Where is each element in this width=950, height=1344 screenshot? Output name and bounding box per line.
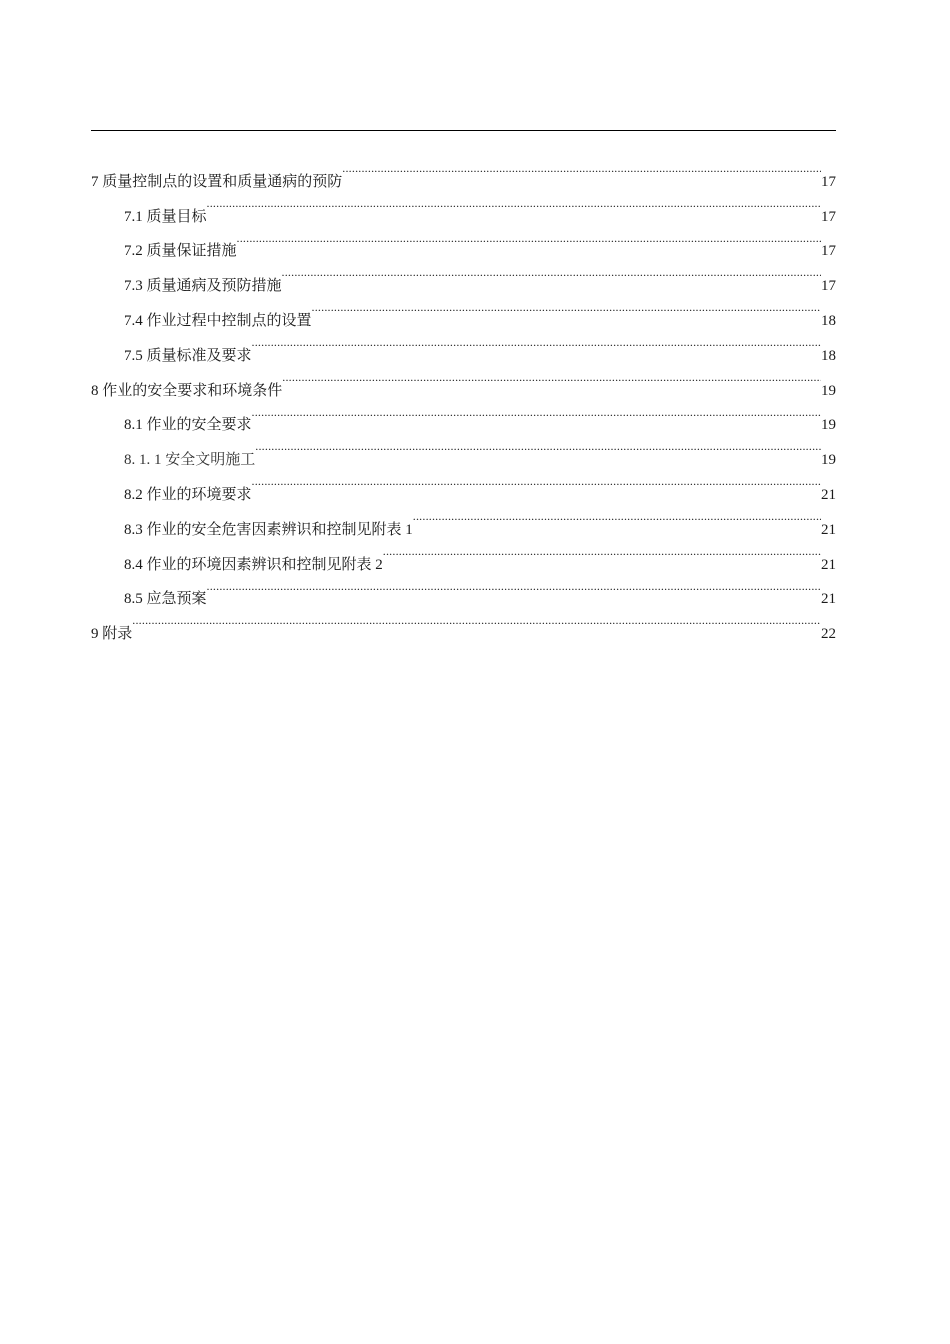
toc-entry-title: 8.2 作业的环境要求 [124, 486, 252, 503]
table-of-contents [91, 151, 836, 643]
toc-dot-leader [383, 534, 821, 569]
toc-dot-leader [312, 290, 821, 325]
toc-page-number: 19 [821, 417, 836, 434]
toc-page-number: 22 [821, 626, 836, 643]
toc-dot-leader [252, 325, 821, 360]
toc-dot-leader [252, 395, 821, 430]
toc-page-number: 21 [821, 556, 836, 573]
toc-page-number: 17 [821, 173, 836, 190]
toc-dot-leader [237, 221, 821, 256]
toc-page-number: 18 [821, 347, 836, 364]
toc-entry-title: 7.2 质量保证措施 [124, 243, 237, 260]
toc-dot-leader [282, 255, 821, 290]
toc-entry-9[interactable] [91, 603, 836, 643]
toc-entry-title: 8.1 作业的安全要求 [124, 417, 252, 434]
toc-page-number: 18 [821, 312, 836, 329]
toc-dot-leader [413, 499, 821, 534]
toc-page-number: 21 [821, 521, 836, 538]
toc-page-number: 21 [821, 591, 836, 608]
toc-dot-leader [252, 464, 821, 499]
toc-entry-title: 8.5 应急预案 [124, 591, 207, 608]
header-rule [91, 130, 836, 131]
toc-entry-title: 7 质量控制点的设置和质量通病的预防 [91, 173, 343, 190]
toc-entry-title: 7.1 质量目标 [124, 208, 207, 225]
toc-dot-leader [207, 569, 821, 604]
toc-page-number: 17 [821, 208, 836, 225]
toc-page-number: 17 [821, 243, 836, 260]
toc-dot-leader [207, 186, 821, 221]
toc-entry-title: 7.3 质量通病及预防措施 [124, 278, 282, 295]
toc-entry-title: 9 附录 [91, 626, 133, 643]
toc-page-number: 19 [821, 452, 836, 469]
toc-entry-title: 7.5 质量标准及要求 [124, 347, 252, 364]
toc-entry-title: 7.4 作业过程中控制点的设置 [124, 312, 312, 329]
toc-entry-title: 8. 1. 1 安全文明施工 [124, 452, 256, 469]
toc-page-number: 21 [821, 486, 836, 503]
toc-entry-title: 8.3 作业的安全危害因素辨识和控制见附表 1 [124, 521, 413, 538]
toc-dot-leader [255, 429, 821, 464]
toc-entry-title: 8 作业的安全要求和环境条件 [91, 382, 283, 399]
toc-dot-leader [282, 360, 821, 395]
toc-page-number: 19 [821, 382, 836, 399]
toc-entry-title: 8.4 作业的环境因素辨识和控制见附表 2 [124, 556, 383, 573]
toc-entry-7[interactable] [91, 151, 836, 190]
toc-dot-leader [132, 603, 821, 638]
toc-dot-leader [342, 151, 821, 186]
toc-page-number: 17 [821, 278, 836, 295]
